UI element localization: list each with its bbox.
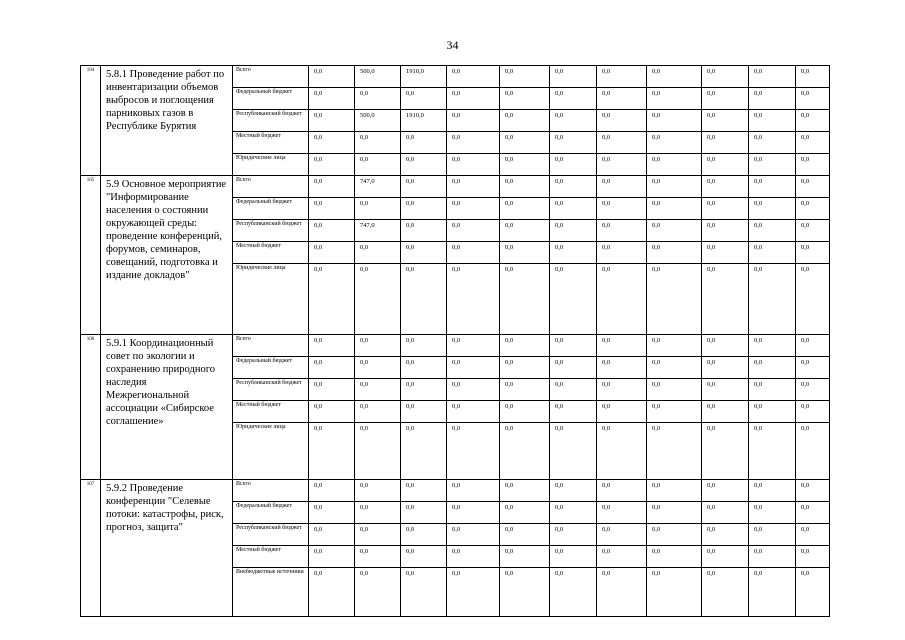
value-cell: 0,0 (550, 357, 597, 379)
value-cell: 0,0 (401, 568, 447, 590)
value-cell: 0,0 (702, 480, 749, 502)
value-cell: 500,0 (355, 66, 401, 88)
value-cell: 0,0 (796, 502, 830, 524)
funding-source: Республиканский бюджет (233, 379, 309, 401)
value-cell: 0,0 (550, 110, 597, 132)
activity-name: 5.9.1 Координационный совет по экологии и сохранению природного наследия Межрегиональной ассоциации «Сибирское соглашение» (101, 335, 233, 480)
value-cell: 0,0 (309, 546, 355, 568)
value-cell: 0,0 (447, 546, 500, 568)
empty-cell (355, 285, 401, 335)
value-cell: 0,0 (702, 568, 749, 590)
value-cell: 0,0 (796, 88, 830, 110)
empty-cell (597, 444, 647, 480)
value-cell: 0,0 (702, 423, 749, 445)
value-cell: 0,0 (749, 568, 796, 590)
value-cell: 0,0 (647, 198, 702, 220)
empty-cell (309, 589, 355, 617)
empty-cell (702, 285, 749, 335)
value-cell: 0,0 (355, 568, 401, 590)
funding-source: Юридические лица (233, 264, 309, 286)
funding-source: Юридические лица (233, 154, 309, 176)
table-row (81, 335, 830, 357)
value-cell: 0,0 (550, 176, 597, 198)
funding-source: Местный бюджет (233, 401, 309, 423)
value-cell: 0,0 (500, 357, 550, 379)
value-cell: 0,0 (309, 401, 355, 423)
value-cell: 0,0 (702, 132, 749, 154)
value-cell: 0,0 (647, 66, 702, 88)
empty-cell (647, 285, 702, 335)
value-cell: 0,0 (550, 524, 597, 546)
value-cell: 0,0 (355, 502, 401, 524)
value-cell: 0,0 (749, 401, 796, 423)
value-cell: 0,0 (796, 357, 830, 379)
value-cell: 0,0 (447, 88, 500, 110)
empty-cell (702, 444, 749, 480)
empty-cell (796, 285, 830, 335)
table-row (81, 66, 830, 88)
value-cell: 0,0 (702, 401, 749, 423)
value-cell: 0,0 (702, 524, 749, 546)
value-cell: 0,0 (647, 88, 702, 110)
value-cell: 0,0 (647, 220, 702, 242)
value-cell: 0,0 (447, 401, 500, 423)
value-cell: 0,0 (447, 132, 500, 154)
value-cell: 0,0 (309, 568, 355, 590)
value-cell: 0,0 (500, 176, 550, 198)
table-row (81, 176, 830, 198)
value-cell: 0,0 (796, 220, 830, 242)
empty-cell (355, 444, 401, 480)
value-cell: 0,0 (401, 546, 447, 568)
empty-cell (796, 589, 830, 617)
value-cell: 0,0 (796, 401, 830, 423)
funding-source: Всего (233, 335, 309, 357)
value-cell: 0,0 (597, 66, 647, 88)
empty-cell (500, 444, 550, 480)
value-cell: 0,0 (355, 379, 401, 401)
value-cell: 0,0 (309, 357, 355, 379)
value-cell: 0,0 (309, 220, 355, 242)
value-cell: 1910,0 (401, 110, 447, 132)
value-cell: 0,0 (749, 242, 796, 264)
value-cell: 0,0 (749, 132, 796, 154)
value-cell: 0,0 (597, 480, 647, 502)
value-cell: 0,0 (309, 176, 355, 198)
budget-table (80, 65, 830, 617)
value-cell: 0,0 (796, 524, 830, 546)
funding-source: Местный бюджет (233, 132, 309, 154)
value-cell: 0,0 (647, 242, 702, 264)
empty-cell (749, 589, 796, 617)
value-cell: 0,0 (647, 502, 702, 524)
value-cell: 0,0 (749, 524, 796, 546)
value-cell: 0,0 (749, 176, 796, 198)
value-cell: 0,0 (447, 242, 500, 264)
value-cell: 0,0 (500, 264, 550, 286)
value-cell: 0,0 (550, 132, 597, 154)
value-cell: 0,0 (749, 546, 796, 568)
empty-cell (309, 285, 355, 335)
value-cell: 0,0 (597, 379, 647, 401)
value-cell: 0,0 (597, 132, 647, 154)
value-cell: 0,0 (749, 66, 796, 88)
value-cell: 0,0 (447, 524, 500, 546)
value-cell: 0,0 (702, 357, 749, 379)
value-cell: 0,0 (647, 357, 702, 379)
value-cell: 0,0 (401, 264, 447, 286)
empty-cell (233, 589, 309, 617)
empty-cell (309, 444, 355, 480)
value-cell: 1910,0 (401, 66, 447, 88)
value-cell: 0,0 (597, 110, 647, 132)
value-cell: 0,0 (355, 524, 401, 546)
value-cell: 0,0 (702, 242, 749, 264)
value-cell: 0,0 (550, 242, 597, 264)
value-cell: 0,0 (647, 176, 702, 198)
value-cell: 0,0 (355, 242, 401, 264)
value-cell: 0,0 (355, 423, 401, 445)
activity-name: 5.9 Основное мероприятие "Информирование населения о состоянии окружающей среды: проведение конференций, форумов, семинаров, совещаний, подготовка и издание докладов" (101, 176, 233, 335)
value-cell: 0,0 (309, 154, 355, 176)
value-cell: 0,0 (796, 132, 830, 154)
value-cell: 0,0 (796, 110, 830, 132)
value-cell: 0,0 (447, 264, 500, 286)
value-cell: 0,0 (309, 335, 355, 357)
value-cell: 0,0 (447, 568, 500, 590)
value-cell: 0,0 (796, 176, 830, 198)
value-cell: 0,0 (647, 379, 702, 401)
empty-cell (401, 444, 447, 480)
activity-name: 5.8.1 Проведение работ по инвентаризации объемов выбросов и поглощения парниковых газов в Республике Бурятия (101, 66, 233, 176)
value-cell: 747,0 (355, 220, 401, 242)
value-cell: 0,0 (355, 546, 401, 568)
value-cell: 0,0 (702, 198, 749, 220)
empty-cell (401, 285, 447, 335)
value-cell: 0,0 (796, 546, 830, 568)
value-cell: 0,0 (355, 132, 401, 154)
value-cell: 0,0 (401, 88, 447, 110)
value-cell: 0,0 (597, 524, 647, 546)
value-cell: 0,0 (647, 546, 702, 568)
value-cell: 0,0 (401, 132, 447, 154)
value-cell: 0,0 (749, 154, 796, 176)
value-cell: 0,0 (647, 110, 702, 132)
funding-source: Всего (233, 66, 309, 88)
value-cell: 0,0 (597, 568, 647, 590)
value-cell: 0,0 (550, 88, 597, 110)
value-cell: 0,0 (796, 66, 830, 88)
value-cell: 0,0 (796, 198, 830, 220)
value-cell: 0,0 (796, 568, 830, 590)
value-cell: 0,0 (500, 401, 550, 423)
value-cell: 0,0 (550, 66, 597, 88)
empty-cell (647, 589, 702, 617)
value-cell: 0,0 (355, 88, 401, 110)
empty-cell (447, 444, 500, 480)
value-cell: 0,0 (500, 66, 550, 88)
value-cell: 0,0 (355, 335, 401, 357)
value-cell: 0,0 (597, 423, 647, 445)
value-cell: 0,0 (796, 242, 830, 264)
value-cell: 0,0 (309, 66, 355, 88)
value-cell: 0,0 (401, 242, 447, 264)
activity-name: 5.9.2 Проведение конференции "Селевые потоки: катастрофы, риск, прогноз, защита" (101, 480, 233, 617)
value-cell: 0,0 (355, 154, 401, 176)
empty-cell (500, 285, 550, 335)
value-cell: 0,0 (550, 335, 597, 357)
value-cell: 0,0 (702, 176, 749, 198)
empty-cell (647, 444, 702, 480)
value-cell: 0,0 (401, 480, 447, 502)
funding-source: Республиканский бюджет (233, 524, 309, 546)
value-cell: 0,0 (647, 423, 702, 445)
value-cell: 0,0 (309, 110, 355, 132)
value-cell: 0,0 (401, 154, 447, 176)
value-cell: 0,0 (401, 524, 447, 546)
value-cell: 0,0 (401, 335, 447, 357)
value-cell: 0,0 (401, 357, 447, 379)
value-cell: 0,0 (702, 546, 749, 568)
value-cell: 0,0 (309, 88, 355, 110)
value-cell: 0,0 (749, 357, 796, 379)
value-cell: 0,0 (597, 154, 647, 176)
value-cell: 0,0 (500, 88, 550, 110)
value-cell: 0,0 (597, 264, 647, 286)
value-cell: 0,0 (500, 546, 550, 568)
empty-cell (355, 589, 401, 617)
empty-cell (401, 589, 447, 617)
value-cell: 0,0 (597, 198, 647, 220)
value-cell: 0,0 (447, 357, 500, 379)
value-cell: 0,0 (702, 154, 749, 176)
value-cell: 0,0 (749, 379, 796, 401)
value-cell: 0,0 (550, 401, 597, 423)
value-cell: 0,0 (647, 132, 702, 154)
value-cell: 0,0 (647, 335, 702, 357)
value-cell: 0,0 (702, 110, 749, 132)
value-cell: 0,0 (447, 502, 500, 524)
value-cell: 0,0 (550, 502, 597, 524)
value-cell: 0,0 (355, 401, 401, 423)
value-cell: 0,0 (702, 502, 749, 524)
empty-cell (749, 444, 796, 480)
page-number: 34 (446, 38, 459, 52)
value-cell: 0,0 (447, 480, 500, 502)
value-cell: 0,0 (647, 480, 702, 502)
value-cell: 0,0 (796, 423, 830, 445)
value-cell: 0,0 (500, 154, 550, 176)
row-number: 105 (81, 176, 101, 335)
value-cell: 0,0 (550, 568, 597, 590)
empty-cell (233, 444, 309, 480)
empty-cell (796, 444, 830, 480)
value-cell: 0,0 (749, 198, 796, 220)
funding-source: Федеральный бюджет (233, 198, 309, 220)
value-cell: 0,0 (702, 264, 749, 286)
value-cell: 0,0 (550, 264, 597, 286)
value-cell: 0,0 (749, 335, 796, 357)
value-cell: 0,0 (309, 264, 355, 286)
funding-source: Местный бюджет (233, 242, 309, 264)
value-cell: 0,0 (309, 502, 355, 524)
value-cell: 0,0 (550, 220, 597, 242)
value-cell: 0,0 (796, 154, 830, 176)
value-cell: 0,0 (447, 66, 500, 88)
value-cell: 0,0 (500, 110, 550, 132)
empty-cell (500, 589, 550, 617)
value-cell: 0,0 (401, 423, 447, 445)
value-cell: 0,0 (447, 220, 500, 242)
value-cell: 0,0 (702, 220, 749, 242)
value-cell: 0,0 (597, 335, 647, 357)
value-cell: 0,0 (796, 264, 830, 286)
value-cell: 0,0 (597, 176, 647, 198)
empty-cell (550, 444, 597, 480)
value-cell: 0,0 (500, 502, 550, 524)
table-body (81, 66, 830, 617)
value-cell: 0,0 (500, 524, 550, 546)
value-cell: 0,0 (500, 132, 550, 154)
value-cell: 0,0 (309, 480, 355, 502)
value-cell: 0,0 (597, 401, 647, 423)
row-number: 107 (81, 480, 101, 617)
value-cell: 0,0 (447, 379, 500, 401)
value-cell: 0,0 (597, 357, 647, 379)
value-cell: 0,0 (309, 423, 355, 445)
value-cell: 0,0 (647, 568, 702, 590)
value-cell: 0,0 (749, 423, 796, 445)
value-cell: 0,0 (401, 220, 447, 242)
funding-source: Всего (233, 480, 309, 502)
row-number: 106 (81, 335, 101, 480)
value-cell: 0,0 (309, 524, 355, 546)
value-cell: 0,0 (447, 110, 500, 132)
value-cell: 0,0 (447, 154, 500, 176)
value-cell: 0,0 (749, 502, 796, 524)
value-cell: 0,0 (796, 379, 830, 401)
value-cell: 0,0 (550, 423, 597, 445)
value-cell: 0,0 (401, 379, 447, 401)
value-cell: 0,0 (647, 401, 702, 423)
funding-source: Федеральный бюджет (233, 88, 309, 110)
value-cell: 0,0 (550, 198, 597, 220)
value-cell: 0,0 (702, 335, 749, 357)
funding-source: Республиканский бюджет (233, 110, 309, 132)
value-cell: 0,0 (500, 220, 550, 242)
value-cell: 0,0 (447, 198, 500, 220)
value-cell: 0,0 (500, 423, 550, 445)
value-cell: 0,0 (647, 524, 702, 546)
value-cell: 0,0 (550, 379, 597, 401)
value-cell: 0,0 (500, 568, 550, 590)
empty-cell (749, 285, 796, 335)
value-cell: 0,0 (500, 198, 550, 220)
funding-source: Внебюджетные источники (233, 568, 309, 590)
value-cell: 747,0 (355, 176, 401, 198)
value-cell: 0,0 (597, 546, 647, 568)
value-cell: 0,0 (702, 66, 749, 88)
value-cell: 0,0 (355, 480, 401, 502)
value-cell: 0,0 (355, 357, 401, 379)
value-cell: 0,0 (749, 110, 796, 132)
value-cell: 0,0 (597, 220, 647, 242)
value-cell: 0,0 (550, 546, 597, 568)
empty-cell (702, 589, 749, 617)
funding-source: Федеральный бюджет (233, 502, 309, 524)
funding-source: Местный бюджет (233, 546, 309, 568)
value-cell: 0,0 (597, 88, 647, 110)
funding-source: Федеральный бюджет (233, 357, 309, 379)
value-cell: 0,0 (447, 335, 500, 357)
value-cell: 0,0 (447, 176, 500, 198)
value-cell: 0,0 (401, 176, 447, 198)
row-number: 104 (81, 66, 101, 176)
value-cell: 0,0 (401, 502, 447, 524)
value-cell: 0,0 (702, 88, 749, 110)
value-cell: 0,0 (500, 379, 550, 401)
value-cell: 0,0 (500, 242, 550, 264)
value-cell: 0,0 (309, 198, 355, 220)
value-cell: 0,0 (309, 132, 355, 154)
value-cell: 0,0 (447, 423, 500, 445)
value-cell: 0,0 (309, 379, 355, 401)
table-row (81, 480, 830, 502)
funding-source: Юридические лица (233, 423, 309, 445)
empty-cell (597, 285, 647, 335)
value-cell: 500,0 (355, 110, 401, 132)
value-cell: 0,0 (355, 264, 401, 286)
value-cell: 0,0 (500, 335, 550, 357)
value-cell: 0,0 (309, 242, 355, 264)
value-cell: 0,0 (597, 502, 647, 524)
funding-source: Республиканский бюджет (233, 220, 309, 242)
value-cell: 0,0 (749, 264, 796, 286)
value-cell: 0,0 (796, 335, 830, 357)
empty-cell (447, 285, 500, 335)
value-cell: 0,0 (401, 198, 447, 220)
value-cell: 0,0 (647, 264, 702, 286)
funding-source: Всего (233, 176, 309, 198)
value-cell: 0,0 (796, 480, 830, 502)
value-cell: 0,0 (500, 480, 550, 502)
value-cell: 0,0 (647, 154, 702, 176)
value-cell: 0,0 (597, 242, 647, 264)
value-cell: 0,0 (550, 480, 597, 502)
value-cell: 0,0 (550, 154, 597, 176)
empty-cell (550, 589, 597, 617)
value-cell: 0,0 (355, 198, 401, 220)
value-cell: 0,0 (401, 401, 447, 423)
value-cell: 0,0 (749, 220, 796, 242)
empty-cell (233, 285, 309, 335)
value-cell: 0,0 (749, 480, 796, 502)
value-cell: 0,0 (702, 379, 749, 401)
empty-cell (447, 589, 500, 617)
value-cell: 0,0 (749, 88, 796, 110)
empty-cell (597, 589, 647, 617)
empty-cell (550, 285, 597, 335)
